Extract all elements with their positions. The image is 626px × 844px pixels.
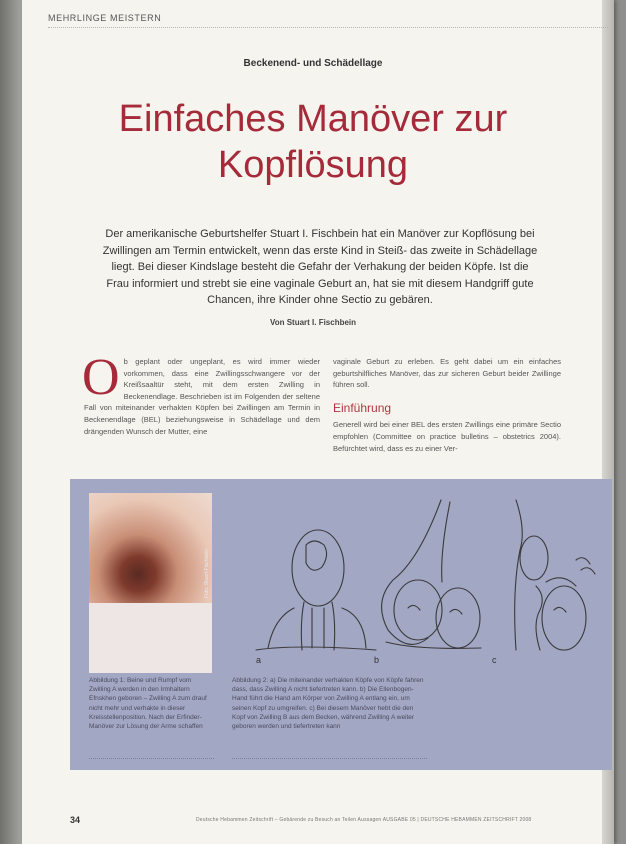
- drawing-c: [515, 500, 595, 650]
- title-line-2: Kopflösung: [217, 144, 409, 186]
- figure-caption-2: Abbildung 2: a) Die miteinander verhakten Köpfe von Köpfe fahren dass, dass Zwilling A nicht tiefertreten kann. b) Die Ellenbogen-Hand führt die Hand am Körper von Zwilling A entlang ein, um seinen Kopf zu umgreifen. c) Bei diesem Manöver hebt die den Kopf von Zwilling B aus dem Becken, während Zwilling A weiter geboren werden und tiefertreten kann: [232, 677, 424, 731]
- figure-label-a: a: [256, 655, 262, 665]
- figure-label-b: b: [374, 655, 380, 665]
- body-right-text-bottom: Generell wird bei einer BEL des ersten Zwillings eine primäre Sectio empfohlen (Committee on practice bulletins – obstetrics 2004). Befürchtet wird, dass es zu einer Ver-: [333, 420, 561, 453]
- photo-credit: Foto: Stuart Fischbein: [204, 549, 210, 598]
- section-label: MEHRLINGE MEISTERN: [48, 13, 162, 23]
- drawing-b: [382, 500, 481, 648]
- title-line-1: Einfaches Manöver zur: [118, 98, 508, 140]
- birth-photo: [89, 493, 212, 673]
- figure-label-c: c: [492, 655, 497, 665]
- body-right-text-top: vaginale Geburt zu erleben. Es geht dabei um ein einfaches geburtshilfliches Manöver, das zur sicheren Geburt beider Zwillinge führen soll.: [333, 357, 561, 390]
- body-column-right: [333, 356, 561, 454]
- dropcap: O: [82, 349, 120, 406]
- caption-divider-right: [232, 758, 427, 759]
- subheading-introduction: Einführung: [333, 400, 392, 415]
- article-kicker: Beckenend- und Schädellage: [243, 58, 383, 69]
- body-column-left: [82, 349, 320, 437]
- footer-text: Deutsche Hebammen Zeitschrift – Gebärende zu Besuch an Teilen Aussagen AUSGABE 05 | DEUTSCHE HEBAMMEN ZEITSCHRIFT 2008: [196, 817, 532, 823]
- caption-divider-left: [89, 758, 214, 759]
- article-title: [0, 96, 626, 188]
- maneuver-illustration: [236, 490, 612, 666]
- page-number: 34: [70, 815, 81, 825]
- article-author: Von Stuart I. Fischbein: [269, 318, 357, 327]
- body-left-text: b geplant oder ungeplant, es wird immer wieder vorkommen, dass eine Zwillingsschwangere vor der Kreißsaaltür steht, mit dem ersten Zwilling in Beckenendlage. Beschrieben ist im Folgenden der seltene Fall von miteinander verhakten Köpfen bei Zwillingen am Termin in Beckenendlage (BEL) beziehungsweise in Schädellage und dem drängenden Wunsch der Mutter, eine: [84, 357, 320, 436]
- figure-caption-1: Abbildung 1: Beine und Rumpf vom Zwilling A werden in den Irmhaltern Efnskhen geboren – Zwilling A zum drauf nicht mehr und verhakte in dieser Kreisstellenposition. Nach der Erfinder-Manöver zur Lösung der Arme schaffen: [89, 677, 207, 731]
- drawing-a: [256, 530, 376, 650]
- article-lead: Der amerikanische Geburtshelfer Stuart I. Fischbein hat ein Manöver zur Kopflösung bei Zwillingen am Termin entwickelt, wenn das erste Kind in Steiß- das zweite in Schädellage liegt. Bei dieser Kindslage besteht die Gefahr der Verhakung der beiden Köpfe. Ist die Frau informiert und strebt sie eine vaginale Geburt an, hat sie mit diesem Handgriff gute Chancen, ihre Kinder ohne Sectio zu gebären.: [102, 228, 538, 306]
- photo-sheet: [89, 603, 212, 673]
- header-divider: [48, 27, 608, 28]
